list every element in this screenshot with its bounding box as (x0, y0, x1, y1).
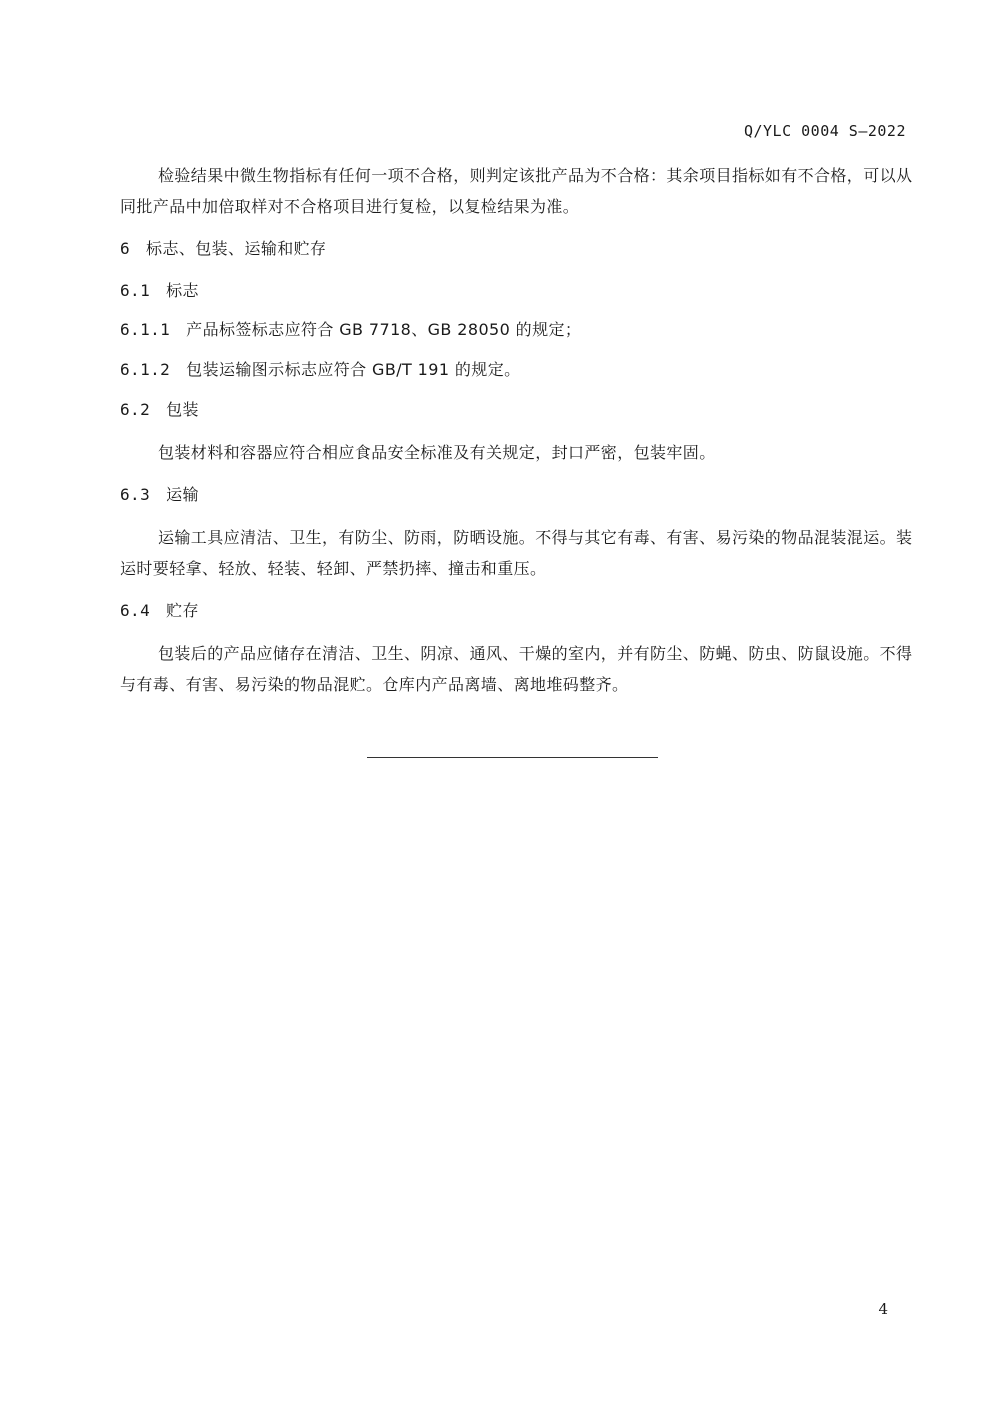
packaging-paragraph: 包装材料和容器应符合相应食品安全标准及有关规定，封口严密，包装牢固。 (158, 443, 716, 462)
storage-paragraph: 包装后的产品应储存在清洁、卫生、阴凉、通风、干燥的室内，并有防尘、防蝇、防虫、防鼠设施。不得与有毒、有害、易污染的物品混贮。仓库内产品离墙、离地堆码整齐。 (120, 644, 913, 694)
clause-6-1-1 (120, 318, 916, 342)
section-title: 标志、包装、运输和贮存 (146, 239, 327, 258)
section-number: 6.2 (120, 400, 151, 419)
section-title: 标志 (166, 281, 199, 300)
section-6-3-heading (120, 483, 916, 507)
end-of-document-line (367, 757, 658, 758)
transport-paragraph: 运输工具应清洁、卫生，有防尘、防雨，防晒设施。不得与其它有毒、有害、易污染的物品混装混运。装运时要轻拿、轻放、轻装、轻卸、严禁扔摔、撞击和重压。 (120, 528, 913, 578)
section-6-1-heading (120, 279, 916, 303)
clause-text: 包装运输图示标志应符合 GB/T 191 的规定。 (186, 360, 521, 379)
section-number: 6.3 (120, 485, 151, 504)
section-6-heading (120, 237, 916, 261)
section-number: 6.1 (120, 281, 151, 300)
clause-number: 6.1.1 (120, 320, 171, 339)
clause-text: 产品标签标志应符合 GB 7718、GB 28050 的规定； (186, 320, 582, 339)
page-number: 4 (878, 1300, 888, 1318)
section-title: 包装 (166, 400, 199, 419)
inspection-result-paragraph: 检验结果中微生物指标有任何一项不合格，则判定该批产品为不合格：其余项目指标如有不合格，可以从同批产品中加倍取样对不合格项目进行复检，以复检结果为准。 (120, 166, 913, 216)
standard-code: Q/YLC 0004 S—2022 (743, 122, 906, 140)
document-body (120, 160, 916, 715)
section-number: 6.4 (120, 601, 151, 620)
clause-number: 6.1.2 (120, 360, 171, 379)
clause-6-1-2 (120, 358, 916, 382)
section-6-4-heading (120, 599, 916, 623)
section-title: 贮存 (166, 601, 199, 620)
section-number: 6 (120, 239, 131, 258)
section-6-2-heading (120, 398, 916, 422)
section-title: 运输 (166, 485, 199, 504)
